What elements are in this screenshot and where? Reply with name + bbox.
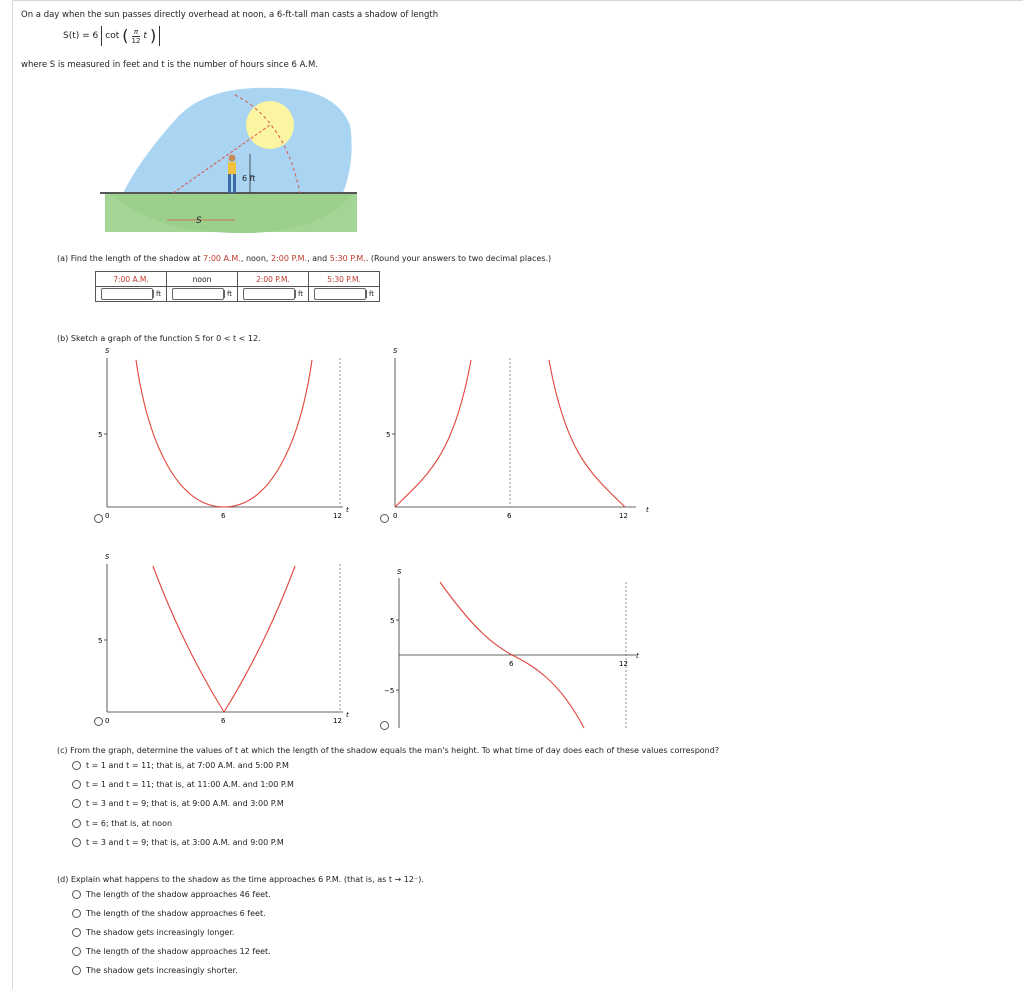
part-c-prompt: (c) From the graph, determine the values of t at which the length of the shadow equals the man's height. To what time of day does each of these values correspond? (57, 746, 720, 755)
part-d-option-5[interactable]: The shadow gets increasingly shorter. (72, 966, 238, 975)
part-c-option-4[interactable]: t = 6; that is, at noon (72, 819, 172, 828)
radio-button[interactable] (72, 890, 81, 899)
radio-button[interactable] (72, 966, 81, 975)
part-d-option-3[interactable]: The shadow gets increasingly longer. (72, 928, 234, 937)
tick-label-6: 6 (221, 512, 226, 520)
header-530pm: 5:30 P.M. (309, 272, 380, 287)
tick-label-12: 12 (333, 717, 342, 725)
radio-button[interactable] (72, 799, 81, 808)
tick-label-0: 0 (105, 717, 110, 725)
graph-option-1-radio[interactable] (94, 514, 103, 523)
part-c-option-3[interactable]: t = 3 and t = 9; that is, at 9:00 A.M. and 3:00 P.M (72, 799, 284, 808)
part-d-option-2[interactable]: The length of the shadow approaches 6 feet. (72, 909, 266, 918)
intro-definition: where S is measured in feet and t is the number of hours since 6 A.M. (21, 60, 319, 70)
tick-label-12: 12 (619, 512, 628, 520)
radio-button[interactable] (72, 780, 81, 789)
graph-option-4 (374, 560, 664, 732)
graph-option-4-radio[interactable] (380, 721, 389, 730)
shadow-illustration (95, 80, 360, 240)
answer-input-7am[interactable] (101, 288, 153, 300)
graph-option-3-radio[interactable] (94, 717, 103, 726)
graph-option-2 (374, 344, 664, 526)
tick-label-5: 5 (386, 431, 391, 439)
curve (153, 566, 295, 712)
formula-variable: t (143, 31, 147, 41)
axis-label-s: S (105, 553, 110, 561)
radio-button[interactable] (72, 947, 81, 956)
curve (136, 360, 312, 507)
part-c-option-2[interactable]: t = 1 and t = 11; that is, at 11:00 A.M. and 1:00 P.M (72, 780, 294, 789)
part-d-prompt: (d) Explain what happens to the shadow as the time approaches 6 P.M. (that is, as t → 12⁻). (57, 875, 424, 884)
formula-numerator: π (133, 27, 139, 36)
formula-cot: cot (105, 31, 120, 41)
header-2pm: 2:00 P.M. (238, 272, 309, 287)
man-figure (228, 162, 236, 174)
tick-label-12: 12 (333, 512, 342, 520)
tick-label-12: 12 (619, 660, 628, 668)
tick-label-6: 6 (507, 512, 512, 520)
graph-option-2-radio[interactable] (380, 514, 389, 523)
graph-option-3 (88, 550, 358, 730)
intro-text: On a day when the sun passes directly overhead at noon, a 6-ft-tall man casts a shadow of length (21, 10, 439, 20)
axis-label-t: t (346, 711, 349, 719)
tick-label-0: 0 (105, 512, 110, 520)
formula-lhs: S(t) = 6 (63, 31, 99, 41)
axis-label-s: S (397, 568, 402, 576)
header-7am: 7:00 A.M. (96, 272, 167, 287)
answer-input-2pm[interactable] (243, 288, 295, 300)
radio-button[interactable] (72, 909, 81, 918)
radio-button[interactable] (72, 761, 81, 770)
height-label: 6 ft (242, 174, 256, 183)
part-c-option-1[interactable]: t = 1 and t = 11; that is, at 7:00 A.M. and 5:00 P.M (72, 761, 289, 770)
tick-label-neg5: −5 (384, 687, 395, 695)
shadow-formula: S(t) = 6 cot ( $\frac{\pi}{12}$ t ) (63, 26, 160, 46)
tick-label-0: 0 (393, 512, 398, 520)
tick-label-6: 6 (221, 717, 226, 725)
shadow-label: S (196, 216, 202, 226)
axis-label-t: t (636, 652, 639, 660)
answer-input-noon[interactable] (172, 288, 224, 300)
axis-label-t: t (646, 506, 649, 514)
header-noon: noon (167, 272, 238, 287)
tick-label-5: 5 (98, 431, 103, 439)
radio-button[interactable] (72, 838, 81, 847)
part-c-option-5[interactable]: t = 3 and t = 9; that is, at 3:00 A.M. and 9:00 P.M (72, 838, 284, 847)
part-d-option-4[interactable]: The length of the shadow approaches 12 feet. (72, 947, 271, 956)
axis-label-t: t (346, 506, 349, 514)
answer-input-530pm[interactable] (314, 288, 366, 300)
curve-right-branch (549, 360, 625, 507)
tick-label-5: 5 (390, 617, 395, 625)
part-b-prompt: (b) Sketch a graph of the function S for 0 < t < 12. (57, 334, 261, 343)
formula-denominator: 12 (131, 36, 141, 45)
answer-table: 7:00 A.M. noon 2:00 P.M. 5:30 P.M. ft ft ft ft (95, 271, 380, 302)
axis-label-s: S (105, 347, 110, 355)
radio-button[interactable] (72, 819, 81, 828)
radio-button[interactable] (72, 928, 81, 937)
tick-label-6: 6 (509, 660, 514, 668)
axis-label-s: S (393, 347, 398, 355)
part-d-option-1[interactable]: The length of the shadow approaches 46 feet. (72, 890, 271, 899)
part-a-prompt: (a) Find the length of the shadow at 7:00 A.M., noon, 2:00 P.M., and 5:30 P.M.. (Round your answers to two decimal places.) (57, 254, 552, 263)
graph-option-1 (88, 344, 358, 526)
curve-left-branch (395, 360, 471, 507)
tick-label-5: 5 (98, 637, 103, 645)
